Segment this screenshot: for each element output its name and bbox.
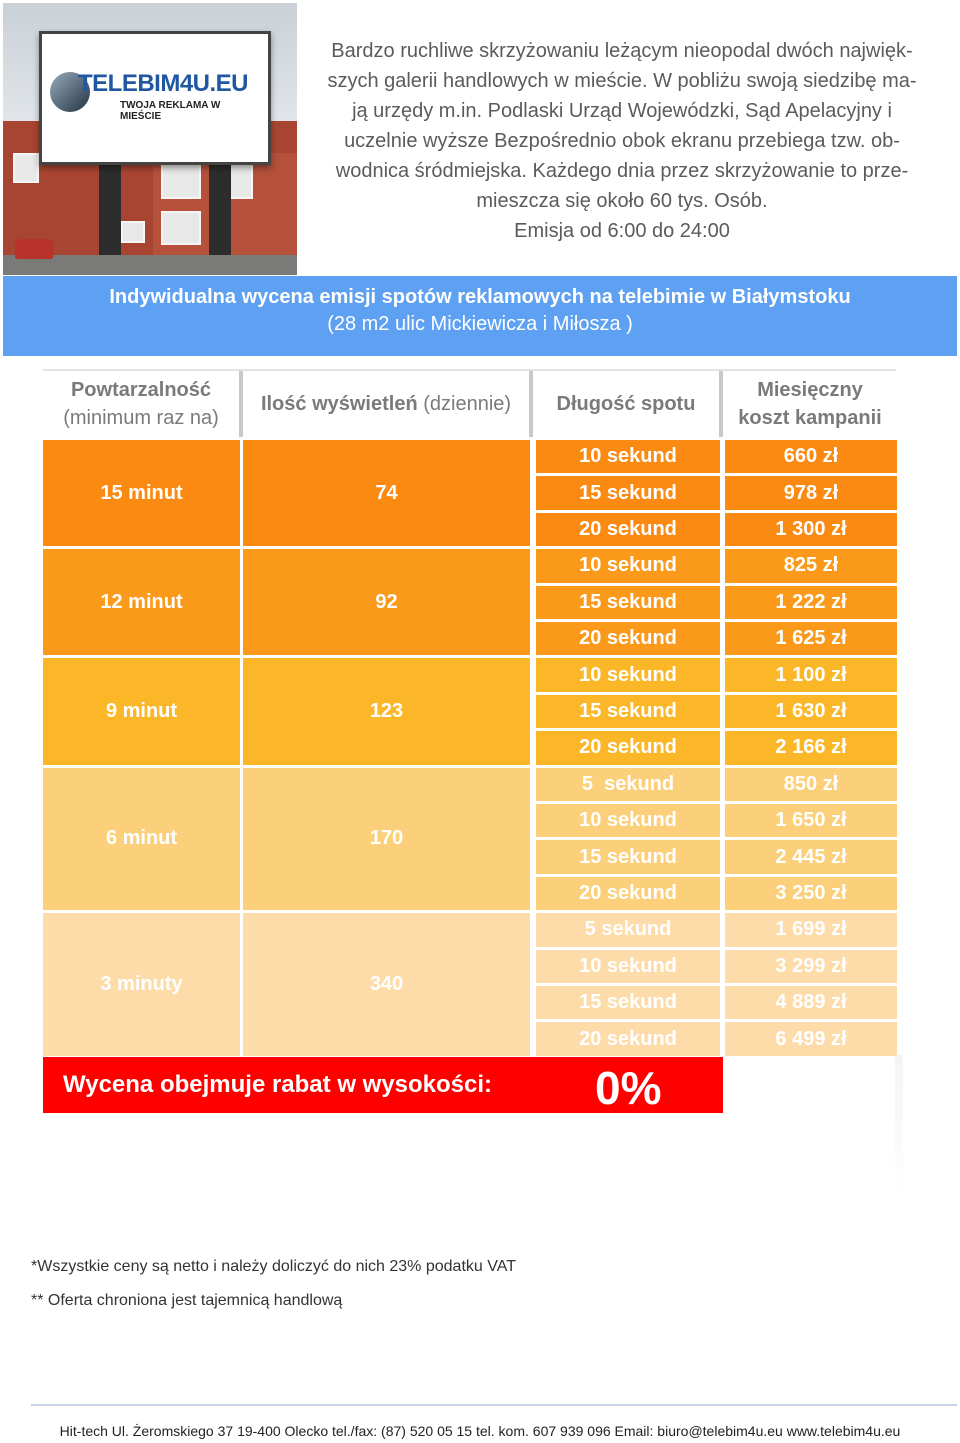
spot-length-cell: 20 sekund [536,1022,720,1055]
spot-length-cell: 15 sekund [536,476,720,509]
confidentiality-note: ** Oferta chroniona jest tajemnicą handlową [31,1292,343,1309]
header-cost-title-1: Miesięczny [757,379,863,401]
monthly-cost-cell: 3 299 zł [725,950,897,983]
spot-length-cell: 10 sekund [536,950,720,983]
monthly-cost-cell: 1 625 zł [725,622,897,655]
decorative-fade [895,1055,903,1200]
monthly-cost-cell: 1 630 zł [725,695,897,728]
spot-length-cell: 15 sekund [536,695,720,728]
intro-line: Bardzo ruchliwe skrzyżowaniu leżącym nieopodal dwóch najwięk- [331,40,913,62]
spot-length-cell: 20 sekund [536,731,720,764]
spot-length-cell: 20 sekund [536,513,720,546]
header-frequency-note: (minimum raz na) [63,407,219,429]
frequency-cell: 12 minut [43,549,240,655]
footer-contact: Hit-tech Ul. Żeromskiego 37 19-400 Olecko tel./fax: (87) 520 05 15 tel. kom. 607 939 096 Email: biuro@telebim4u.eu www.telebim4u.eu [59,1423,901,1439]
monthly-cost-cell: 1 222 zł [725,586,897,619]
monthly-cost-cell: 4 889 zł [725,986,897,1019]
vat-note: *Wszystkie ceny są netto i należy doliczyć do nich 23% podatku VAT [31,1258,516,1275]
spot-length-cell: 5 sekund [536,913,720,946]
spot-length-cell: 15 sekund [536,840,720,873]
monthly-cost-cell: 1 699 zł [725,913,897,946]
monthly-cost-cell: 6 499 zł [725,1022,897,1055]
footer-divider [31,1404,957,1406]
telebim-logo [50,66,264,122]
spot-length-cell: 10 sekund [536,658,720,691]
pricing-banner [3,276,957,356]
header-views-note: (dziennie) [423,393,512,415]
header-length [533,371,723,437]
monthly-cost-cell: 825 zł [725,549,897,582]
spot-length-cell: 10 sekund [536,549,720,582]
monthly-cost-cell: 1 300 zł [725,513,897,546]
spot-length-cell: 20 sekund [536,877,720,910]
monthly-cost-cell: 978 zł [725,476,897,509]
frequency-cell: 6 minut [43,768,240,911]
banner-subtitle: (28 m2 ulic Mickiewicza i Miłosza ) [327,313,633,335]
spot-length-cell: 10 sekund [536,440,720,473]
intro-line: szych galerii handlowych w mieście. W pobliżu swoją siedzibę ma- [327,70,917,92]
frequency-cell: 9 minut [43,658,240,764]
billboard-screen [39,31,271,165]
logo-tagline: TWOJA REKLAMA W MIEŚCIE [120,100,221,122]
discount-label: Wycena obejmuje rabat w wysokości: [63,1071,493,1098]
monthly-cost-cell: 1 100 zł [725,658,897,691]
spot-length-cell: 15 sekund [536,986,720,1019]
header-cost-title-2: koszt kampanii [738,407,882,429]
spot-length-cell: 20 sekund [536,622,720,655]
views-cell: 170 [243,768,530,911]
views-cell: 123 [243,658,530,764]
banner-title: Indywidualna wycena emisji spotów reklamowych na telebimie w Białymstoku [109,286,851,308]
views-cell: 74 [243,440,530,546]
intro-line: uczelnie wyższe Bezpośrednio obok ekranu przebiega tzw. ob- [344,130,900,152]
spot-length-cell: 5 sekund [536,768,720,801]
monthly-cost-cell: 2 445 zł [725,840,897,873]
header-frequency [43,371,243,437]
window [161,211,201,245]
intro-line: mieszcza się około 60 tys. Osób. [476,190,768,212]
frequency-cell: 3 minuty [43,913,240,1056]
views-cell: 92 [243,549,530,655]
window [161,161,201,199]
header-cost [723,371,897,437]
car [15,239,53,259]
header-length-title: Długość spotu [556,393,696,415]
header-frequency-title: Powtarzalność [70,379,212,401]
discount-value: 0% [595,1062,662,1114]
window [13,153,39,183]
intro-text [302,36,942,246]
header-views-title: Ilość wyświetleń [260,393,418,415]
billboard-photo [3,3,297,275]
spot-length-cell: 10 sekund [536,804,720,837]
monthly-cost-cell: 1 650 zł [725,804,897,837]
window [121,221,145,243]
logo-text: TELEBIM4U.EU [78,70,249,97]
spot-length-cell: 15 sekund [536,586,720,619]
monthly-cost-cell: 3 250 zł [725,877,897,910]
intro-line: ją urzędy m.in. Podlaski Urząd Wojewódzki, Sąd Apelacyjny i [352,100,892,122]
discount-box [43,1057,723,1113]
intro-line: wodnica śródmiejska. Każdego dnia przez skrzyżowanie to prze- [335,160,909,182]
monthly-cost-cell: 660 zł [725,440,897,473]
monthly-cost-cell: 2 166 zł [725,731,897,764]
views-cell: 340 [243,913,530,1056]
header-views [243,371,533,437]
monthly-cost-cell: 850 zł [725,768,897,801]
frequency-cell: 15 minut [43,440,240,546]
intro-line: Emisja od 6:00 do 24:00 [514,220,730,242]
